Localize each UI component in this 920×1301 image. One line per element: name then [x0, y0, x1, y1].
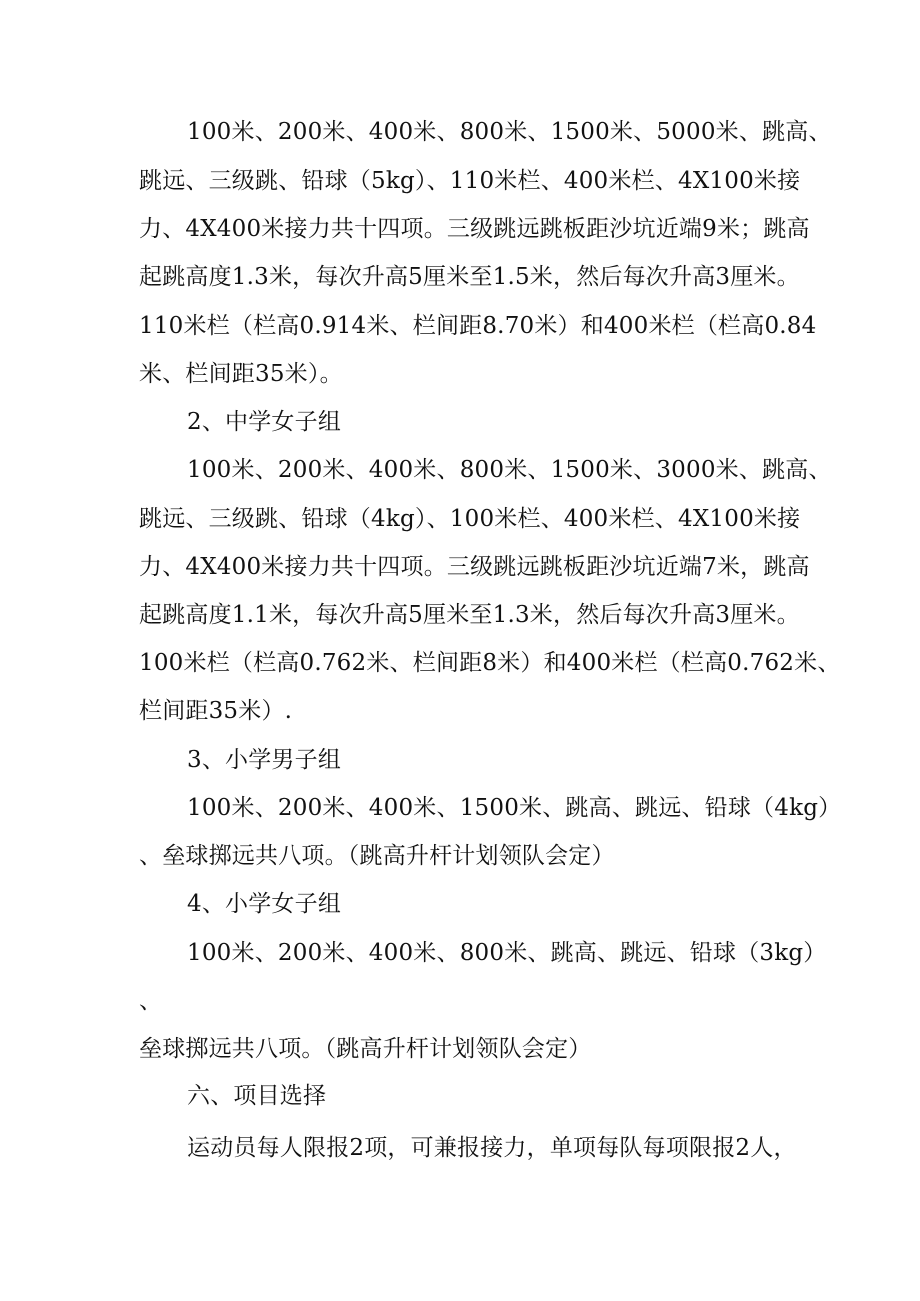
section-heading: 2、中学女子组: [187, 409, 342, 435]
paragraph-line: 100米、200米、400米、800米、跳高、跳远、铅球（3kg）: [187, 940, 827, 966]
paragraph-line: 跳远、三级跳、铅球（5kg）、110米栏、400米栏、4X100米接: [139, 168, 801, 194]
section-heading: 六、项目选择: [187, 1083, 327, 1109]
paragraph-line: 110米栏（栏高0.914米、栏间距8.70米）和400米栏（栏高0.84: [139, 313, 817, 339]
paragraph-line: 米、栏间距35米）。: [139, 361, 343, 387]
section-heading: 4、小学女子组: [187, 891, 342, 917]
paragraph-line: 运动员每人限报2项，可兼报接力，单项每队每项限报2人，: [187, 1135, 797, 1161]
paragraph-line: 跳远、三级跳、铅球（4kg）、100米栏、400米栏、4X100米接: [139, 506, 801, 532]
paragraph-line: 、垒球掷远共八项。（跳高升杆计划领队会定）: [139, 843, 615, 869]
paragraph-line: 100米、200米、400米、800米、1500米、3000米、跳高、: [187, 457, 832, 483]
paragraph-line: 100米、200米、400米、800米、1500米、5000米、跳高、: [187, 119, 832, 145]
paragraph-line: 起跳高度1.1米，每次升高5厘米至1.3米，然后每次升高3厘米。: [139, 602, 800, 628]
paragraph-line: 、: [139, 988, 163, 1014]
paragraph-line: 力、4X400米接力共十四项。三级跳远跳板距沙坑近端9米；跳高: [139, 216, 810, 242]
paragraph-line: 100米、200米、400米、1500米、跳高、跳远、铅球（4kg）: [187, 795, 842, 821]
section-heading: 3、小学男子组: [187, 747, 342, 773]
paragraph-line: 起跳高度1.3米，每次升高5厘米至1.5米，然后每次升高3厘米。: [139, 264, 800, 290]
paragraph-line: 栏间距35米）.: [139, 698, 293, 724]
paragraph-line: 100米栏（栏高0.762米、栏间距8米）和400米栏（栏高0.762米、: [139, 650, 841, 676]
paragraph-line: 力、4X400米接力共十四项。三级跳远跳板距沙坑近端7米，跳高: [139, 554, 810, 580]
paragraph-line: 垒球掷远共八项。（跳高升杆计划领队会定）: [139, 1036, 592, 1062]
